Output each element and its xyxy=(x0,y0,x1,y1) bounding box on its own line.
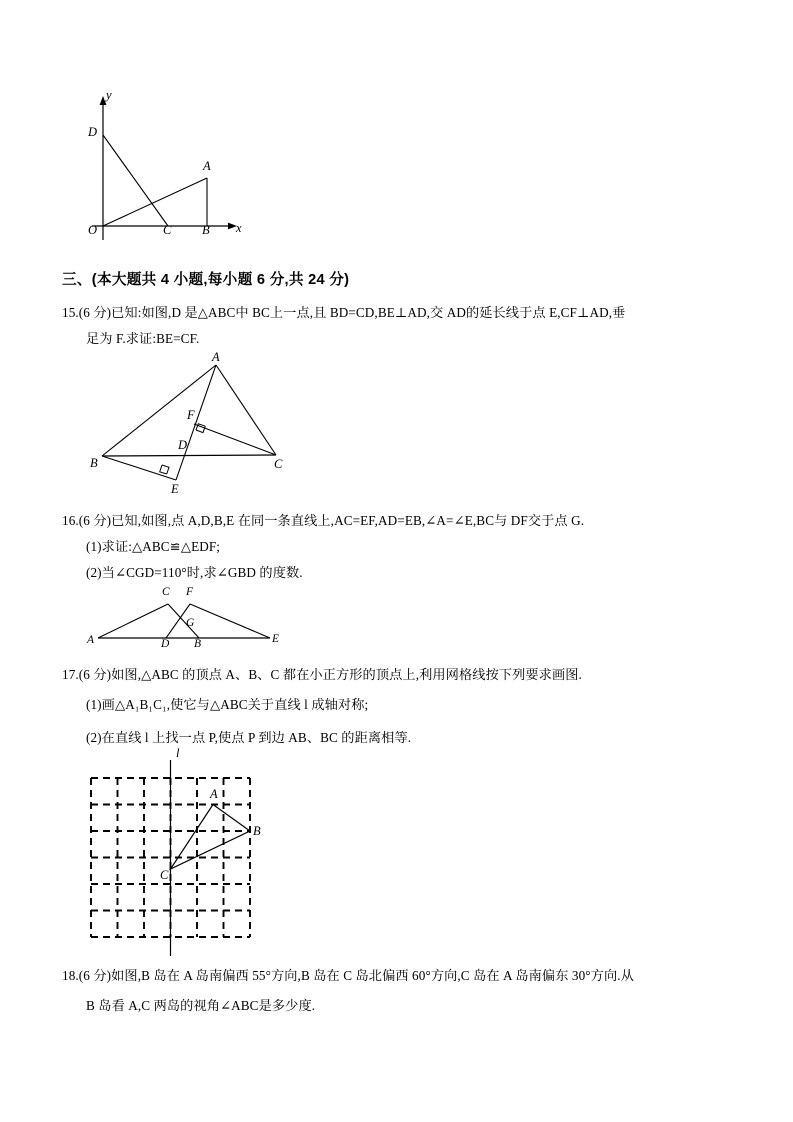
segment-ade xyxy=(176,365,216,480)
segment-cf xyxy=(194,424,276,455)
segment-cb16 xyxy=(168,604,199,638)
triangle-abc xyxy=(171,805,251,870)
segment-ba xyxy=(102,365,216,456)
segment-bc xyxy=(102,455,276,456)
q15-label-c: C xyxy=(274,457,283,471)
q15-figure xyxy=(90,352,300,504)
coordinate-figure xyxy=(70,90,260,250)
q15-label-a: A xyxy=(212,350,220,364)
point-label-o: O xyxy=(88,223,98,237)
segment-ef16 xyxy=(190,604,270,638)
q16-line1: 16.(6 分)已知,如图,点 A,D,B,E 在同一条直线上,AC=EF,AD=EB,∠A=∠E,BC与 DF交于点 G. xyxy=(62,513,585,528)
q15-line1: 15.(6 分)已知:如图,D 是△ABC中 BC上一点,且 BD=CD,BE⊥AD,交 AD的延长线于点 E,CF⊥AD,垂 xyxy=(62,305,626,320)
segment-ac16 xyxy=(98,604,168,638)
q17-label-c: C xyxy=(160,868,169,882)
segment-dc xyxy=(103,135,168,226)
segment-be xyxy=(102,456,176,480)
point-label-b: B xyxy=(202,223,210,237)
q16-label-c: C xyxy=(162,586,170,598)
q18-line2: B 岛看 A,C 两岛的视角∠ABC是多少度. xyxy=(86,998,316,1013)
section-heading: 三、(本大题共 4 小题,每小题 6 分,共 24 分) xyxy=(62,272,350,288)
q16-figure xyxy=(86,586,286,650)
axis-label-y: y xyxy=(106,88,112,102)
q16-label-a: A xyxy=(87,634,95,646)
q15-label-b: B xyxy=(90,456,98,470)
segment-ac xyxy=(216,365,276,455)
q17-line3: (2)在直线 l 上找一点 P,使点 P 到边 AB、BC 的距离相等. xyxy=(86,730,412,745)
q15-line2: 足为 F.求证:BE=CF. xyxy=(86,331,200,346)
q16-line3: (2)当∠CGD=110°时,求∠GBD 的度数. xyxy=(86,565,303,580)
point-label-a: A xyxy=(203,159,211,173)
q16-label-g: G xyxy=(186,617,195,629)
segment-oa xyxy=(103,178,207,226)
q15-label-d: D xyxy=(178,438,188,452)
q18-line1: 18.(6 分)如图,B 岛在 A 岛南偏西 55°方向,B 岛在 C 岛北偏西 60°方向,C 岛在 A 岛南偏东 30°方向.从 xyxy=(62,968,634,983)
q17-line2: (1)画△A₁B₁C₁,使它与△ABC关于直线 l 成轴对称; xyxy=(86,697,369,712)
q16-label-f: F xyxy=(186,586,194,598)
q15-label-f: F xyxy=(187,408,195,422)
point-label-c: C xyxy=(163,223,172,237)
q16-label-d: D xyxy=(161,638,170,650)
q17-label-b: B xyxy=(253,824,261,838)
axis-label-x: x xyxy=(236,221,242,235)
q17-label-a: A xyxy=(210,787,218,801)
point-label-d: D xyxy=(88,125,98,139)
q15-label-e: E xyxy=(171,482,179,496)
q17-label-l: l xyxy=(176,746,180,760)
q16-label-e: E xyxy=(272,633,280,645)
q17-figure xyxy=(82,746,272,960)
q16-label-b: B xyxy=(194,638,202,650)
q16-line2: (1)求证:△ABC≌△EDF; xyxy=(86,539,221,554)
q17-line1: 17.(6 分)如图,△ABC 的顶点 A、B、C 都在小正方形的顶点上,利用网格线按下列要求画图. xyxy=(62,667,582,682)
